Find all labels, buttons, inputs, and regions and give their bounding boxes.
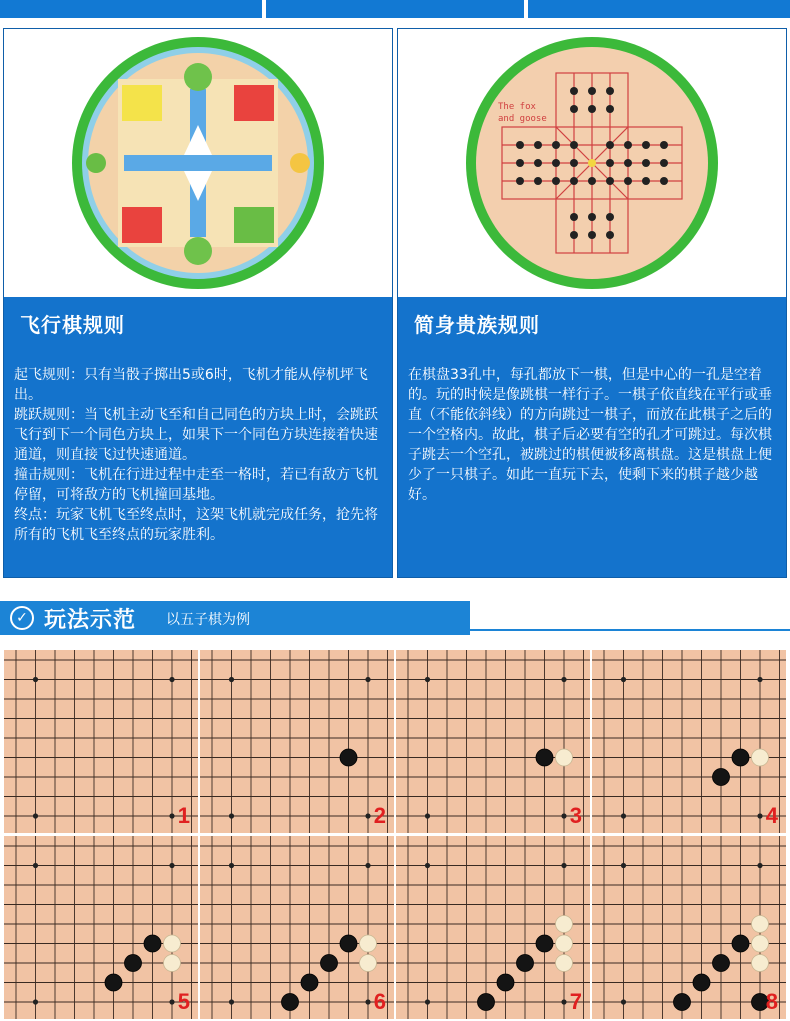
black-stone <box>497 974 514 991</box>
gomoku-board <box>4 836 198 1019</box>
step-number: 8 <box>765 989 778 1014</box>
step-number: 1 <box>177 803 190 828</box>
star-point <box>365 677 370 682</box>
section-line <box>470 629 790 631</box>
star-point <box>169 999 174 1004</box>
step-panel-4 <box>592 650 786 833</box>
star-point <box>757 677 762 682</box>
star-point <box>365 813 370 818</box>
star-point <box>33 863 38 868</box>
black-stone <box>674 994 691 1011</box>
black-stone <box>693 974 710 991</box>
gomoku-board <box>4 650 198 833</box>
star-point <box>425 863 430 868</box>
black-stone <box>732 935 749 952</box>
white-stone <box>556 955 573 972</box>
top-nav-segment <box>266 0 524 18</box>
star-point <box>33 999 38 1004</box>
step-number: 3 <box>569 803 582 828</box>
step-number: 7 <box>569 989 582 1014</box>
star-point <box>229 677 234 682</box>
step-panel-2 <box>200 650 394 833</box>
fox-goose-rules: 在棋盘33孔中，每孔都放下一棋，但是中心的一孔是空着的。玩的时候是像跳棋一样行子。一棋子依直线在平行或垂直（不能依斜线）的方向跳过一棋子，而放在此棋子之后的一个空格内。故此，棋子后必要有空的孔才可跳过。每次棋子跳去一个空孔，被跳过的棋便被移离棋盘。这是棋盘上便少了一只棋子。如此一直玩下去，使剩下来的棋子越少越好。 <box>408 367 772 503</box>
star-point <box>621 813 626 818</box>
star-point <box>229 999 234 1004</box>
star-point <box>33 813 38 818</box>
star-point <box>229 813 234 818</box>
step-number: 5 <box>177 989 190 1014</box>
black-stone <box>144 935 161 952</box>
black-stone <box>105 974 122 991</box>
demo-section-header <box>0 601 790 635</box>
gomoku-board <box>200 836 394 1019</box>
rule-jump: 跳跃规则：当飞机主动飞至和自己同色的方块上时，会跳跃飞行到下一个同色方块上，如果下一个同色方块连接着快速通道，则直接飞过快速通道。 <box>14 407 378 463</box>
board-text-fox: The fox <box>498 102 536 112</box>
board-text-goose: and goose <box>498 114 547 124</box>
gomoku-board <box>592 836 786 1019</box>
step-panel-3 <box>396 650 590 833</box>
flight-chess-board-icon <box>4 29 392 297</box>
star-point <box>365 999 370 1004</box>
fox-goose-title: 简身贵族规则 <box>414 313 540 337</box>
star-point <box>561 863 566 868</box>
gomoku-board <box>396 836 590 1019</box>
step-panel-7 <box>396 836 590 1019</box>
star-point <box>621 999 626 1004</box>
white-stone <box>360 955 377 972</box>
star-point <box>561 677 566 682</box>
black-stone <box>536 935 553 952</box>
star-point <box>425 813 430 818</box>
check-circle-icon: ✓ <box>10 606 34 630</box>
top-nav-bar <box>0 0 790 18</box>
white-stone <box>752 935 769 952</box>
white-stone <box>752 955 769 972</box>
step-number: 6 <box>373 989 386 1014</box>
black-stone <box>478 994 495 1011</box>
flight-chess-title: 飞行棋规则 <box>20 313 125 337</box>
white-stone <box>556 935 573 952</box>
rule-takeoff: 起飞规则：只有当骰子掷出5或6时，飞机才能从停机坪飞出。 <box>14 367 368 403</box>
step-number: 4 <box>765 803 778 828</box>
fox-goose-card <box>397 28 787 578</box>
white-stone <box>752 916 769 933</box>
star-point <box>33 677 38 682</box>
gomoku-board <box>396 650 590 833</box>
section-title: 玩法示范 <box>44 608 137 633</box>
flight-chess-rules <box>14 365 382 545</box>
step-panel-6 <box>200 836 394 1019</box>
white-stone <box>164 955 181 972</box>
gomoku-board <box>200 650 394 833</box>
black-stone <box>713 769 730 786</box>
star-point <box>169 813 174 818</box>
fox-goose-board-image <box>398 29 786 297</box>
top-nav-segment <box>0 0 262 18</box>
star-point <box>229 863 234 868</box>
star-point <box>757 863 762 868</box>
rule-collision: 撞击规则：飞机在行进过程中走至一格时，若已有敌方飞机停留，可将敌方的飞机撞回基地。 <box>14 467 378 503</box>
top-nav-segment <box>528 0 790 18</box>
star-point <box>561 813 566 818</box>
star-point <box>757 813 762 818</box>
black-stone <box>301 974 318 991</box>
white-stone <box>752 749 769 766</box>
white-stone <box>164 935 181 952</box>
white-stone <box>556 749 573 766</box>
star-point <box>621 677 626 682</box>
black-stone <box>340 935 357 952</box>
star-point <box>169 863 174 868</box>
black-stone <box>340 749 357 766</box>
black-stone <box>536 749 553 766</box>
fox-goose-board-icon <box>398 29 786 297</box>
black-stone <box>282 994 299 1011</box>
step-panel-8 <box>592 836 786 1019</box>
black-stone <box>321 955 338 972</box>
flight-chess-card <box>3 28 393 578</box>
star-point <box>561 999 566 1004</box>
black-stone <box>517 955 534 972</box>
gomoku-board <box>592 650 786 833</box>
star-point <box>621 863 626 868</box>
star-point <box>169 677 174 682</box>
white-stone <box>556 916 573 933</box>
black-stone <box>125 955 142 972</box>
step-panel-5 <box>4 836 198 1019</box>
black-stone <box>732 749 749 766</box>
section-subtitle: 以五子棋为例 <box>166 612 250 628</box>
star-point <box>425 999 430 1004</box>
black-stone <box>713 955 730 972</box>
step-number: 2 <box>373 803 386 828</box>
star-point <box>365 863 370 868</box>
step-panel-1 <box>4 650 198 833</box>
star-point <box>425 677 430 682</box>
white-stone <box>360 935 377 952</box>
flight-chess-board-image <box>4 29 392 297</box>
rule-finish: 终点：玩家飞机飞至终点时，这架飞机就完成任务，抢先将所有的飞机飞至终点的玩家胜利。 <box>14 507 378 543</box>
